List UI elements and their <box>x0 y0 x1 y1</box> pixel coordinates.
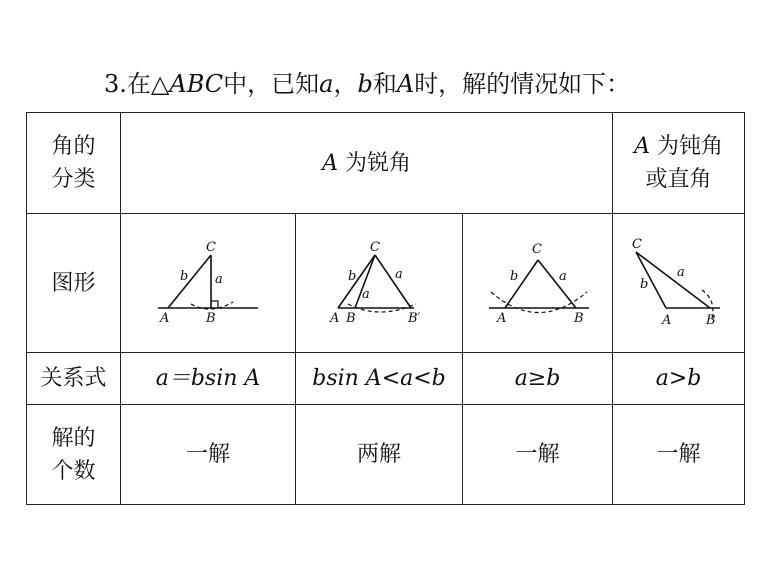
heading-he: 和 <box>372 70 397 98</box>
table-row-classification <box>27 113 745 214</box>
row-label-figure: 图形 <box>27 214 121 353</box>
solution-cases-table <box>26 112 745 505</box>
obtuse-angle-header: A 为钝角 或直角 <box>613 113 745 214</box>
heading-mid: 中，已知 <box>223 70 320 98</box>
solution-count-cell: 一解 <box>121 405 296 505</box>
svg-text:b: b <box>180 269 189 284</box>
svg-text:a: a <box>676 265 685 280</box>
heading-suffix: 时，解的情况如下： <box>414 70 631 98</box>
table-row-figures <box>27 214 745 353</box>
solution-count-cell: 一解 <box>463 405 613 505</box>
svg-text:A: A <box>330 311 340 326</box>
figure-three-triangle <box>483 238 593 328</box>
row-label-relation: 关系式 <box>27 353 121 405</box>
figure-cell-2 <box>296 214 463 353</box>
heading-a: a <box>319 70 334 98</box>
svg-text:b: b <box>509 269 518 284</box>
svg-text:a: a <box>215 272 223 287</box>
figure-one-right-triangle <box>153 238 263 328</box>
svg-text:C: C <box>531 242 542 257</box>
svg-text:B′: B′ <box>408 311 421 326</box>
row-label-solution-count: 解的 个数 <box>27 405 121 505</box>
svg-text:B: B <box>206 311 216 326</box>
section-heading <box>104 64 630 99</box>
figure-four-obtuse-triangle <box>624 238 734 328</box>
svg-text:A: A <box>160 311 170 326</box>
svg-text:B: B <box>346 311 356 326</box>
figure-cell-1 <box>121 214 296 353</box>
svg-text:C: C <box>370 240 380 255</box>
svg-text:A: A <box>661 313 671 328</box>
triangle-symbol: △ <box>150 70 170 98</box>
svg-text:a: a <box>362 287 370 302</box>
heading-abc: ABC <box>169 70 224 98</box>
svg-text:C: C <box>206 240 216 255</box>
solution-count-cell: 一解 <box>613 405 745 505</box>
relation-cell: a≥b <box>463 353 613 405</box>
heading-prefix: 3.在 <box>104 70 151 98</box>
heading-b: b <box>357 70 373 98</box>
figure-cell-3 <box>463 214 613 353</box>
svg-text:C: C <box>631 238 642 252</box>
svg-text:b: b <box>639 277 648 292</box>
table-row-solution-count <box>27 405 745 505</box>
row-label-classification: 角的 分类 <box>27 113 121 214</box>
solution-count-cell: 两解 <box>296 405 463 505</box>
heading-A: A <box>396 70 415 98</box>
relation-cell: bsin A<a<b <box>296 353 463 405</box>
heading-comma: ， <box>333 70 358 98</box>
acute-angle-header: A 为锐角 <box>121 113 613 214</box>
figure-cell-4 <box>613 214 745 353</box>
svg-text:a: a <box>558 269 567 284</box>
svg-text:b: b <box>348 269 357 284</box>
relation-cell: a>b <box>613 353 745 405</box>
relation-cell: a＝bsin A <box>121 353 296 405</box>
svg-text:B: B <box>573 311 584 326</box>
svg-text:a: a <box>395 267 403 282</box>
figure-two-triangles <box>324 238 434 328</box>
svg-text:A: A <box>496 311 506 326</box>
table-row-relation <box>27 353 745 405</box>
svg-text:B: B <box>705 313 716 328</box>
